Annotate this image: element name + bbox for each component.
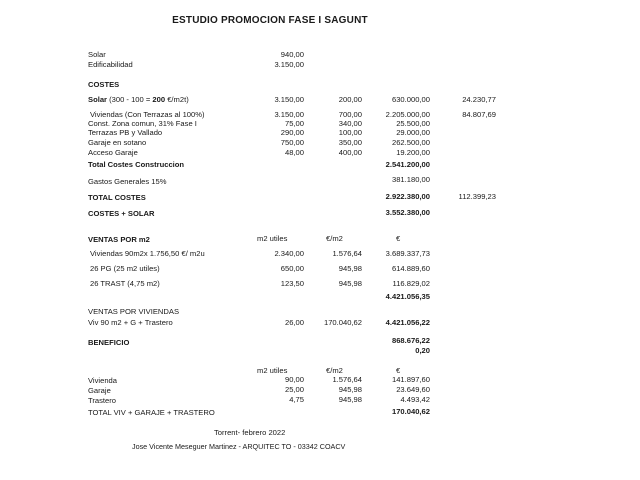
cost-row-label: Garaje en sotano: [88, 138, 147, 147]
unit-row-label: Garaje: [88, 386, 111, 395]
cost-row-c2: 350,00: [338, 138, 362, 147]
solar-cost-c4: 24.230,77: [462, 95, 496, 104]
unit-col3: €: [396, 366, 401, 375]
ventas-m2-col1: m2 utiles: [257, 234, 288, 243]
total-costes-label: TOTAL COSTES: [88, 193, 146, 202]
unit-total-label: TOTAL VIV + GARAJE + TRASTERO: [88, 408, 215, 417]
cost-row-label: Acceso Garaje: [88, 148, 138, 157]
unit-total-value: 170.040,62: [391, 407, 430, 416]
ventas-row-c3: 116.829,02: [392, 279, 430, 288]
gastos-generales-value: 381.180,00: [391, 175, 430, 184]
cost-row-c2: 100,00: [338, 128, 362, 137]
cost-row-c3: 25.500,00: [396, 119, 430, 128]
cost-row-c4: 84.807,69: [462, 110, 496, 119]
ventas-row-c3: 3.689.337,73: [385, 249, 430, 258]
solar-cost-c2: 200,00: [338, 95, 362, 104]
cost-row-c1: 75,00: [284, 119, 304, 128]
beneficio-ratio: 0,20: [415, 346, 430, 355]
beneficio-label: BENEFICIO: [88, 338, 130, 347]
costes-heading: COSTES: [88, 80, 120, 89]
place-date: Torrent- febrero 2022: [214, 428, 286, 437]
unit-row-c1: 25,00: [284, 385, 304, 394]
signature-line: Jose Vicente Meseguer Martinez - ARQUITEC TO - 03342 COACV: [132, 442, 346, 451]
total-costes-extra: 112.399,23: [458, 192, 496, 201]
costes-solar-label: COSTES + SOLAR: [88, 209, 155, 218]
unit-row-label: Trastero: [88, 396, 116, 405]
ventas-row-label: 26 PG (25 m2 utiles): [90, 264, 160, 273]
unit-row-c3: 23.649,60: [396, 385, 430, 394]
cost-row-label: Viviendas (Con Terrazas al 100%): [90, 110, 205, 119]
ventas-m2-heading: VENTAS POR m2: [88, 235, 150, 244]
beneficio-value: 868.676,22: [391, 336, 430, 345]
document-title: ESTUDIO PROMOCION FASE I SAGUNT: [172, 15, 368, 26]
ventas-viviendas-c1: 26,00: [284, 318, 304, 327]
cost-row-c2: 700,00: [338, 110, 362, 119]
unit-row-c3: 4.493,42: [400, 395, 430, 404]
ventas-row-label: Viviendas 90m2x 1.756,50 €/ m2u: [90, 249, 205, 258]
cost-row-c1: 290,00: [280, 128, 304, 137]
solar-cost-label: Solar (300 - 100 = 200 €/m2t): [88, 95, 189, 104]
unit-col1: m2 utiles: [257, 366, 288, 375]
total-costes-value: 2.922.380,00: [385, 192, 430, 201]
cost-row-label: Const. Zona comun, 31% Fase I: [88, 119, 197, 128]
ventas-m2-col3: €: [396, 234, 401, 243]
cost-row-c1: 750,00: [280, 138, 304, 147]
unit-row-label: Vivienda: [88, 376, 117, 385]
total-construccion-label: Total Costes Construccion: [88, 160, 185, 169]
solar-label: Solar: [88, 50, 106, 59]
edificabilidad-value: 3.150,00: [274, 60, 304, 69]
ventas-viviendas-c2: 170.040,62: [323, 318, 362, 327]
cost-row-c3: 29.000,00: [396, 128, 430, 137]
ventas-row-c1: 650,00: [280, 264, 304, 273]
solar-cost-c1: 3.150,00: [274, 95, 304, 104]
unit-row-c2: 945,98: [338, 395, 362, 404]
unit-row-c1: 90,00: [284, 375, 304, 384]
edificabilidad-label: Edificabilidad: [88, 60, 133, 69]
total-construccion-value: 2.541.200,00: [385, 160, 430, 169]
ventas-row-c2: 1.576,64: [332, 249, 362, 258]
cost-row-c3: 262.500,00: [391, 138, 430, 147]
solar-cost-c3: 630.000,00: [391, 95, 430, 104]
solar-value: 940,00: [280, 50, 304, 59]
cost-row-c3: 2.205.000,00: [385, 110, 430, 119]
unit-row-c2: 1.576,64: [332, 375, 362, 384]
unit-row-c3: 141.897,60: [391, 375, 430, 384]
ventas-m2-col2: €/m2: [326, 234, 343, 243]
gastos-generales-label: Gastos Generales 15%: [88, 177, 167, 186]
costes-solar-value: 3.552.380,00: [385, 208, 430, 217]
cost-row-label: Terrazas PB y Vallado: [88, 128, 163, 137]
ventas-row-c1: 2.340,00: [274, 249, 304, 258]
ventas-row-label: 26 TRAST (4,75 m2): [90, 279, 160, 288]
unit-row-c2: 945,98: [338, 385, 362, 394]
cost-row-c2: 400,00: [338, 148, 362, 157]
unit-row-c1: 4,75: [289, 395, 304, 404]
ventas-viviendas-heading: VENTAS POR VIVIENDAS: [88, 307, 180, 316]
cost-row-c3: 19.200,00: [396, 148, 430, 157]
ventas-viviendas-c3: 4.421.056,22: [385, 318, 430, 327]
ventas-row-c3: 614.889,60: [391, 264, 430, 273]
cost-row-c2: 340,00: [338, 119, 362, 128]
cost-row-c1: 48,00: [284, 148, 304, 157]
ventas-viviendas-label: Viv 90 m2 + G + Trastero: [88, 318, 173, 327]
ventas-row-c2: 945,98: [338, 264, 362, 273]
ventas-row-c1: 123,50: [280, 279, 304, 288]
ventas-row-c2: 945,98: [338, 279, 362, 288]
cost-row-c1: 3.150,00: [274, 110, 304, 119]
ventas-m2-total: 4.421.056,35: [385, 292, 430, 301]
unit-col2: €/m2: [326, 366, 343, 375]
